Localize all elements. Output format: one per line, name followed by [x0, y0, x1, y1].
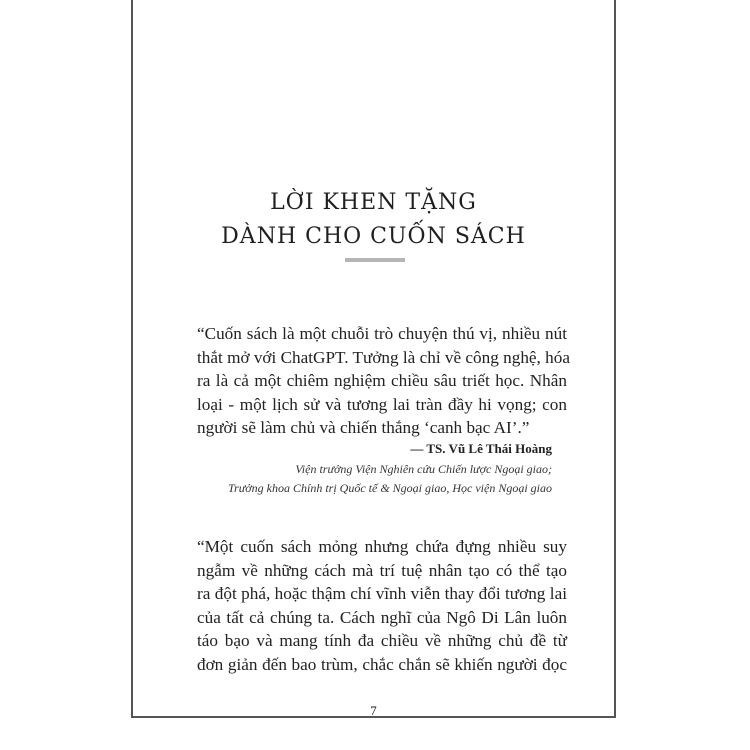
quote-1-line: ra là cả một chiêm nghiệm chiều sâu triết học. Nhân [197, 371, 567, 391]
quote-1-line: loại - một lịch sử và tương lai tràn đầy hi vọng; con [197, 394, 567, 414]
quote-1-line: “Cuốn sách là một chuỗi trò chuyện thú vị, nhiều nút [197, 324, 567, 343]
quote-1-affiliation: Viện trưởng Viện Nghiên cứu Chiến lược Ngoại giao; [295, 462, 552, 476]
page-title-line-1: LỜI KHEN TẶNG [270, 190, 477, 215]
quote-1-line: người sẽ làm chủ và chiến thắng ‘canh bạc AI’.” [197, 418, 530, 438]
quote-2-line: táo bạo và mang tính đa chiều về những chủ đề từ [197, 631, 567, 651]
quote-1-author: — TS. Vũ Lê Thái Hoàng [410, 441, 552, 456]
quote-paragraph-1 [197, 322, 570, 440]
quote-2-line: ngẫm về những cách mà trí tuệ nhân tạo có thể tạo [197, 560, 567, 580]
quote-1-affiliation: Trưởng khoa Chính trị Quốc tế & Ngoại giao, Học viện Ngoại giao [228, 481, 552, 495]
quote-2-line: đơn giản đến bao trùm, chắc chắn sẽ khiến người đọc [197, 654, 567, 674]
quote-2-line: “Một cuốn sách mỏng nhưng chứa đựng nhiều suy [197, 537, 567, 556]
quote-2-line: ra đột phá, hoặc thậm chí vĩnh viễn thay đổi tương lai [197, 584, 567, 604]
quote-paragraph-2 [197, 535, 567, 677]
quote-2-line: của tất cả chúng ta. Cách nghĩ của Ngô Di Lân luôn [197, 607, 567, 627]
page-title-line-2: DÀNH CHO CUỐN SÁCH [221, 224, 526, 249]
title-divider [345, 258, 405, 262]
page-number: 7 [370, 703, 377, 718]
quote-1-line: thắt mở với ChatGPT. Tưởng là chỉ về công nghệ, hóa [197, 347, 570, 367]
